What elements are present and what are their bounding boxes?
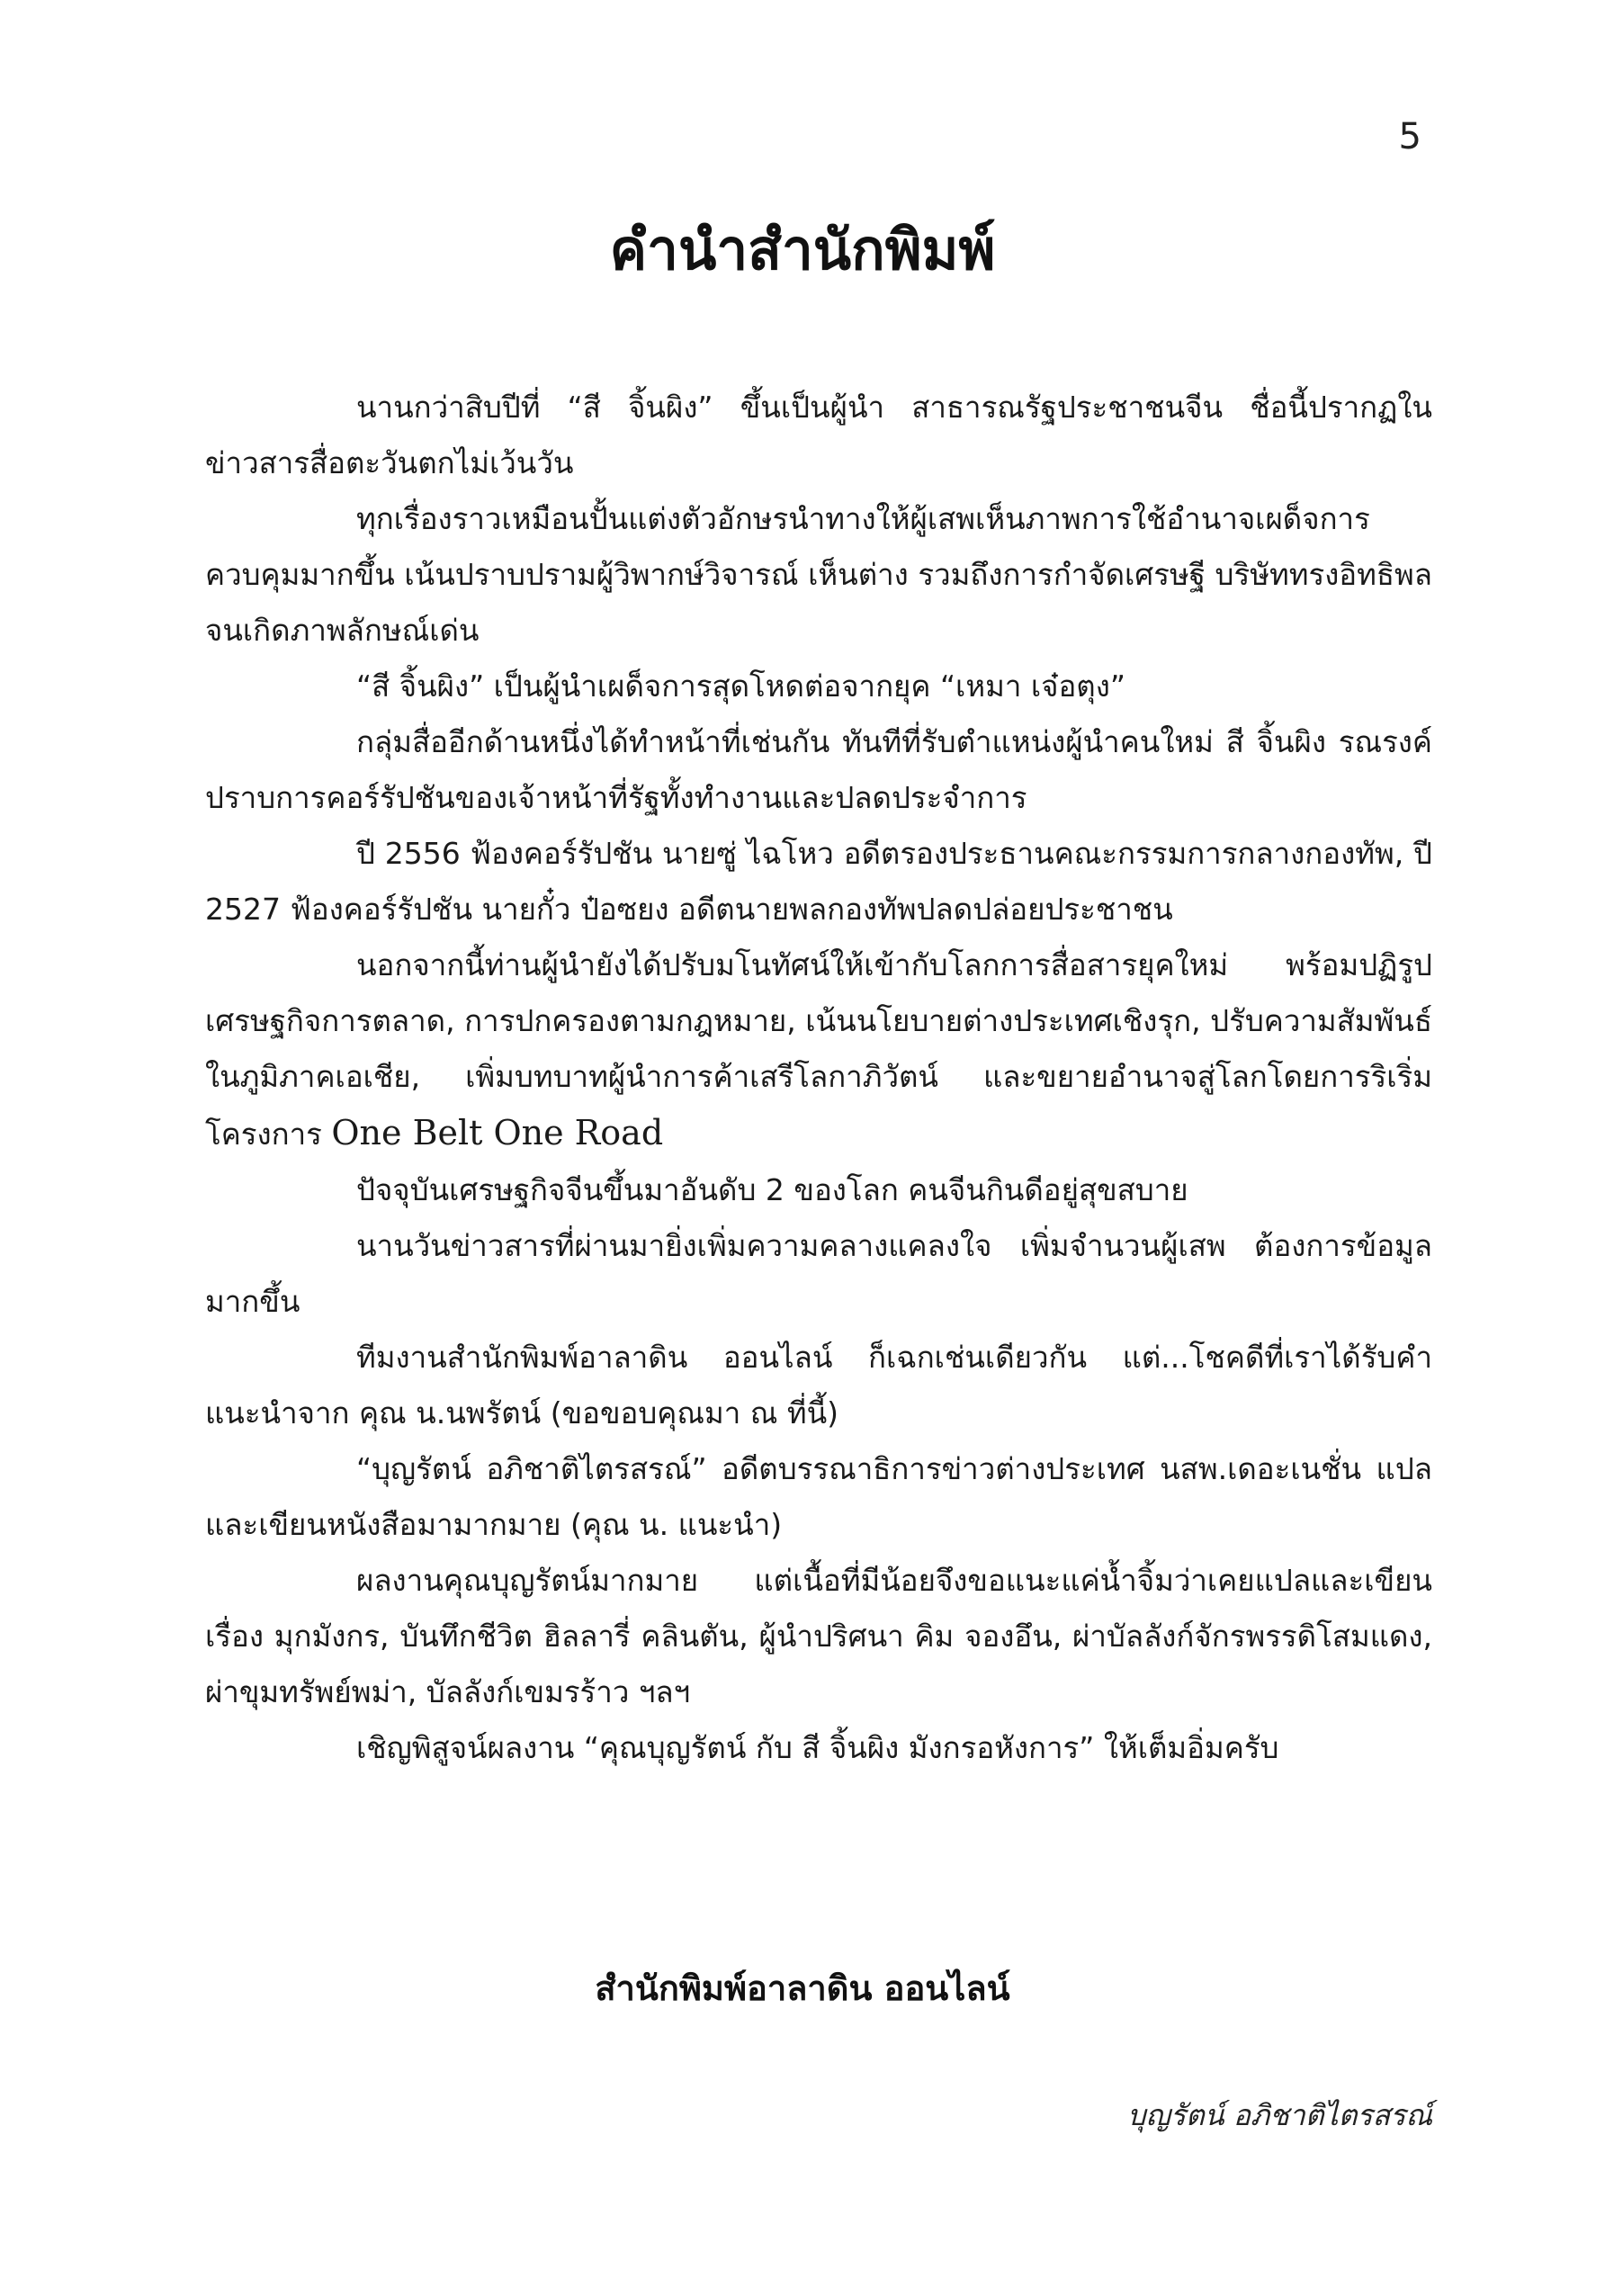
paragraph-10: “บุญรัตน์ อภิชาติไตรสรณ์” อดีตบรรณาธิการข่าวต่างประเทศ นสพ.เดอะเนชั่น แปลและเขียนหนังสือมามากมาย (คุณ น. แนะนำ) [205,1451,1432,1542]
paragraph-2: ทุกเรื่องราวเหมือนปั้นแต่งตัวอักษรนำทางให้ผู้เสพเห็นภาพการใช้อำนาจเผด็จการควบคุมมากขึ้น เน้นปราบปรามผู้วิพากษ์วิจารณ์ เห็นต่าง รวมถึงการกำจัดเศรษฐี บริษัททรงอิทธิพล จนเกิดภาพลักษณ์เด่น [205,501,1432,648]
paragraph-7: ปัจจุบันเศรษฐกิจจีนขึ้นมาอันดับ 2 ของโลก คนจีนกินดีอยู่สุขสบาย [356,1172,1188,1207]
paragraph-12: เชิญพิสูจน์ผลงาน “คุณบุญรัตน์ กับ สี จิ้นผิง มังกรอหังการ” ให้เต็มอิ่มครับ [356,1730,1279,1765]
preface-body [205,380,1432,1776]
paragraph-8: นานวันข่าวสารที่ผ่านมายิ่งเพิ่มความคลางแคลงใจ เพิ่มจำนวนผู้เสพ ต้องการข้อมูลมากขึ้น [205,1228,1432,1319]
page-number: 5 [1398,116,1421,157]
publisher-signature: สำนักพิมพ์อาลาดิน ออนไลน์ [595,1969,1010,2008]
running-footer: บุญรัตน์ อภิชาติไตรสรณ์ [1127,2098,1432,2132]
paragraph-3: “สี จิ้นผิง” เป็นผู้นำเผด็จการสุดโหดต่อจากยุค “เหมา เจ๋อตุง” [356,668,1125,704]
paragraph-9: ทีมงานสำนักพิมพ์อาลาดิน ออนไลน์ ก็เฉกเช่นเดียวกัน แต่...โชคดีที่เราได้รับคำแนะนำจาก คุณ น.นพรัตน์ (ขอขอบคุณมา ณ ที่นี้) [205,1340,1432,1431]
paragraph-11: ผลงานคุณบุญรัตน์มากมาย แต่เนื้อที่มีน้อยจึงขอแนะแค่น้ำจิ้มว่าเคยแปลและเขียนเรื่อง มุกมังกร, บันทึกชีวิต ฮิลลารี่ คลินตัน, ผู้นำปริศนา คิม จองอึน, ผ่าบัลลังก์จักรพรรดิโสมแดง, ผ่าขุมทรัพย์พม่า, บัลลังก์เขมรร้าว ฯลฯ [205,1563,1432,1709]
paragraph-6 [205,937,1432,1162]
page-title: คำนำสำนักพิมพ์ [609,217,996,283]
paragraph-5: ปี 2556 ฟ้องคอร์รัปชัน นายซู่ ไฉโหว อดีตรองประธานคณะกรรมการกลางกองทัพ, ปี 2527 ฟ้องคอร์รัปชัน นายกั๋ว ป๋อซยง อดีตนายพลกองทัพปลดปล่อยประชาชน [205,836,1432,927]
paragraph-6-text: นอกจากนี้ท่านผู้นำยังได้ปรับมโนทัศน์ให้เข้ากับโลกการสื่อสารยุคใหม่ พร้อมปฏิรูปเศรษฐกิจการตลาด, การปกครองตามกฎหมาย, เน้นนโยบายต่างประเทศเชิงรุก, ปรับความสัมพันธ์ในภูมิภาคเอเชีย, เพิ่มบทบาทผู้นำการค้าเสรีโลกาภิวัตน์ และขยายอำนาจสู่โลกโดยการริเริ่มโครงการ [205,947,1432,1152]
paragraph-1: นานกว่าสิบปีที่ “สี จิ้นผิง” ขึ้นเป็นผู้นำ สาธารณรัฐประชาชนจีน ชื่อนี้ปรากฏในข่าวสารสื่อตะวันตกไม่เว้นวัน [205,390,1432,480]
paragraph-4: กลุ่มสื่ออีกด้านหนึ่งได้ทำหน้าที่เช่นกัน ทันทีที่รับตำแหน่งผู้นำคนใหม่ สี จิ้นผิง รณรงค์ปราบการคอร์รัปชันของเจ้าหน้าที่รัฐทั้งทำงานและปลดประจำการ [205,724,1432,815]
project-name: One Belt One Road [331,1113,664,1152]
